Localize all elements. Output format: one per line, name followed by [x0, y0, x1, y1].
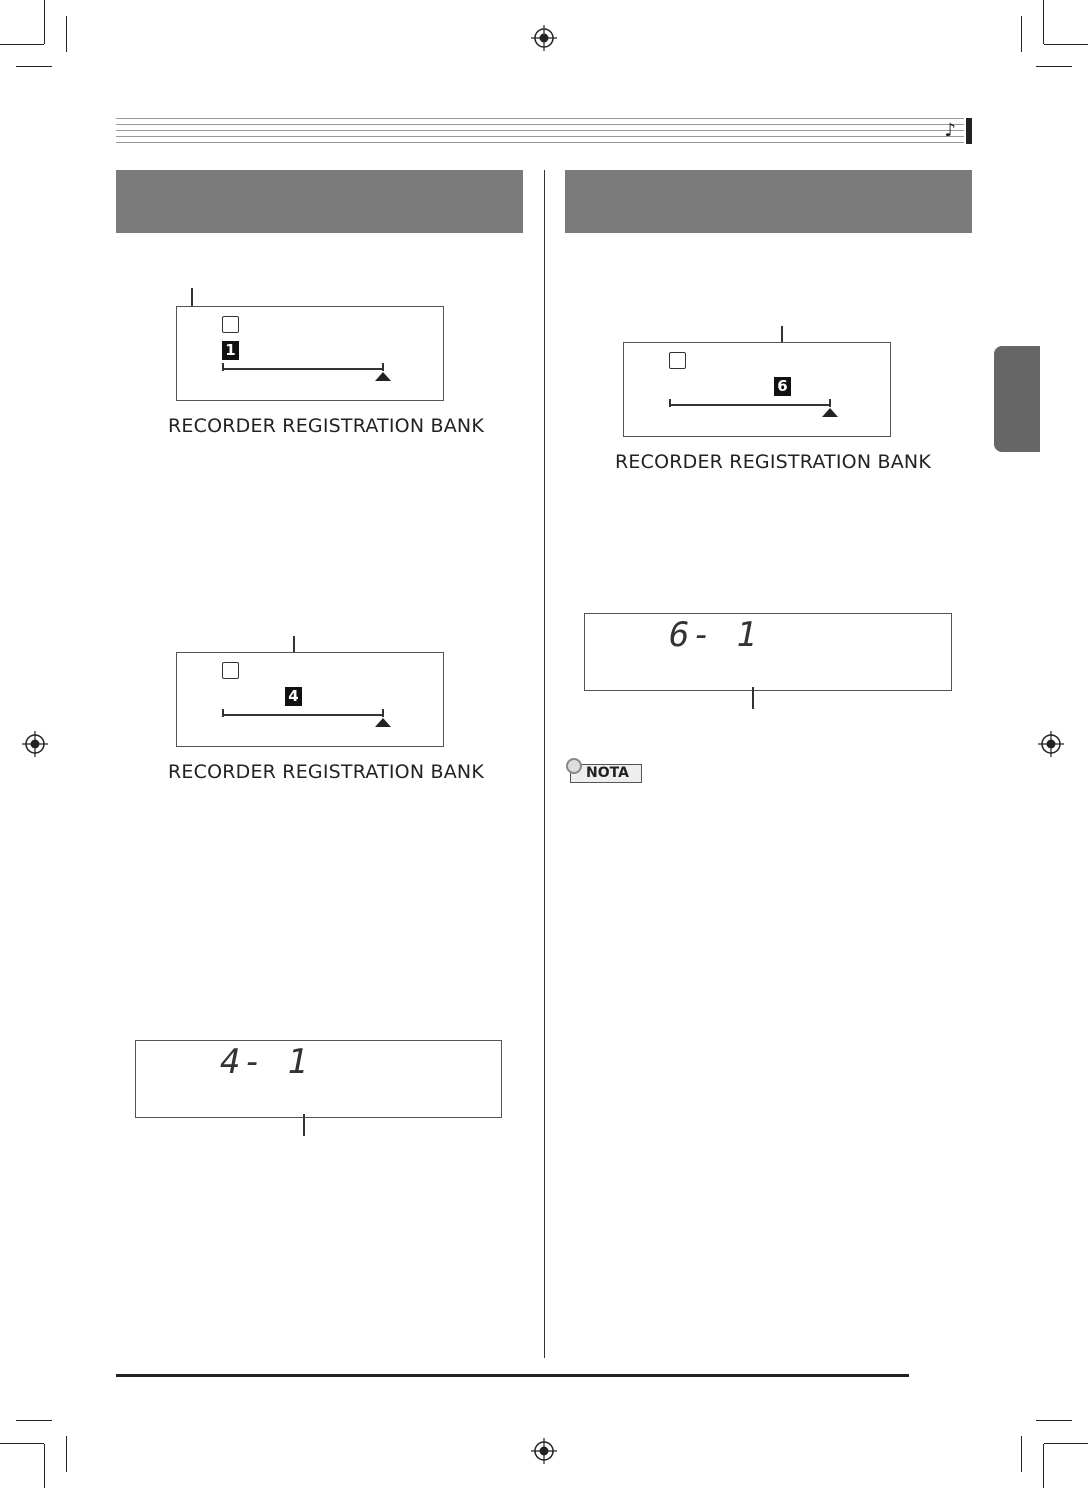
- trim-mark: [1044, 1443, 1088, 1444]
- pointer-triangle-icon: [822, 408, 838, 417]
- trim-mark: [44, 1444, 45, 1488]
- column-divider: [544, 170, 545, 1358]
- button-labels: RECORDER REGISTRATION BANK: [168, 415, 484, 437]
- bank-number-badge: 1: [222, 341, 239, 360]
- bottom-rule: [116, 1374, 909, 1377]
- trim-mark: [16, 1420, 52, 1421]
- trim-mark: [44, 0, 45, 44]
- bank-number-badge: 6: [774, 377, 791, 396]
- lcd-display-3: [623, 342, 891, 437]
- indicator-square: [222, 316, 239, 333]
- trim-mark: [1021, 16, 1022, 52]
- lcd-display-2: [176, 652, 444, 747]
- trim-mark: [66, 16, 67, 52]
- section-header-left: [116, 170, 523, 233]
- bank-number-badge: 4: [285, 687, 302, 706]
- segment-display-1: [135, 1040, 502, 1118]
- note-label: NOTA: [586, 765, 629, 781]
- trim-mark: [1043, 1444, 1044, 1488]
- trim-mark: [1043, 0, 1044, 44]
- music-note-icon: ♪: [944, 120, 956, 141]
- section-header-right: [565, 170, 972, 233]
- trim-mark: [1036, 66, 1072, 67]
- leader-line: [303, 1114, 305, 1136]
- staff-end-bar: [966, 118, 972, 144]
- trim-mark: [66, 1436, 67, 1472]
- button-labels: RECORDER REGISTRATION BANK: [168, 761, 484, 783]
- leader-line: [752, 687, 754, 709]
- note-marker: [566, 758, 644, 784]
- segment-value: 4- 1: [220, 1042, 310, 1082]
- trim-mark: [16, 66, 52, 67]
- trim-mark: [0, 1443, 44, 1444]
- trim-mark: [0, 44, 44, 45]
- pointer-triangle-icon: [375, 718, 391, 727]
- header-staff: [116, 118, 964, 142]
- trim-mark: [1036, 1420, 1072, 1421]
- crosshair-registration-icon: [531, 25, 557, 51]
- button-labels: RECORDER REGISTRATION BANK: [615, 451, 931, 473]
- segment-display-2: [584, 613, 952, 691]
- segment-value: 6- 1: [669, 615, 759, 655]
- trim-mark: [1044, 44, 1088, 45]
- side-tab: [994, 346, 1040, 452]
- crosshair-registration-icon: [1038, 731, 1064, 757]
- trim-mark: [1021, 1436, 1022, 1472]
- indicator-square: [222, 662, 239, 679]
- indicator-square: [669, 352, 686, 369]
- lcd-display-1: [176, 306, 444, 401]
- crosshair-registration-icon: [22, 731, 48, 757]
- magnifier-icon: [566, 758, 582, 774]
- pointer-triangle-icon: [375, 372, 391, 381]
- crosshair-registration-icon: [531, 1438, 557, 1464]
